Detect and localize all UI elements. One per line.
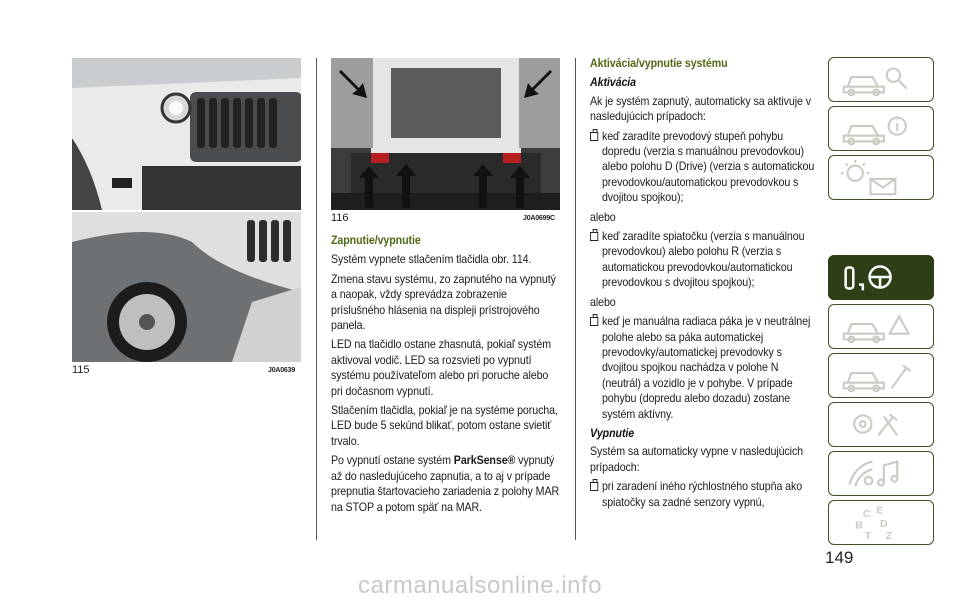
list-item <box>590 129 820 206</box>
chapter-tab-car-info[interactable] <box>828 106 934 151</box>
car-warning-icon <box>829 305 933 348</box>
list-item-text: keď zaradíte spiatočku (verzia s manuálnou prevodovkou) alebo polohu R (verzia s automatickou prevodovkou/automatickou prevodovkou s dvojitou spojkou); <box>601 230 805 290</box>
paragraph: Zmena stavu systému, zo zapnutého na vypnutý a naopak, vždy sprevádza zobrazenie príslušného hlásenia na displeji prístrojového panela. <box>331 272 556 333</box>
figure-115-photo-top <box>72 58 301 210</box>
bullet-icon <box>590 232 598 241</box>
page-number: 149 <box>825 548 854 567</box>
bullet-icon <box>590 132 598 141</box>
chapter-tab-car-warning[interactable] <box>828 304 934 349</box>
chapter-tab-signal-music[interactable] <box>828 451 934 496</box>
figure-caption-code: J0A0639 <box>268 367 296 374</box>
svg-text:D: D <box>880 517 888 530</box>
paragraph: Systém vypnete stlačením tlačidla obr. 114. <box>331 253 532 267</box>
brand-name: ParkSense® <box>453 454 516 468</box>
figure-caption-number: 115 <box>72 364 90 376</box>
car-magnifier-icon <box>829 58 933 101</box>
section-heading: Aktivácia/vypnutie systému <box>590 57 728 70</box>
svg-text:E: E <box>876 504 884 517</box>
chapter-tab-alphabet-index[interactable] <box>828 500 934 545</box>
chapter-tab-car-wrench[interactable] <box>828 353 934 398</box>
svg-text:C: C <box>862 508 871 521</box>
chapter-tab-car-magnifier[interactable] <box>828 57 934 102</box>
list-item-text: keď zaradíte prevodový stupeň pohybu dopredu (verzia s manuálnou prevodovkou) alebo polohu D (Drive) (verzia s automatickou prevodovkou/automatickou prevodovkou s dvojitou spojkou); <box>601 129 815 205</box>
steering-wheel-key-icon <box>829 256 933 299</box>
subheading-deactivation: Vypnutie <box>590 426 635 440</box>
column-3-text <box>590 56 820 514</box>
column-2-text <box>331 233 561 519</box>
watermark: carmanualsonline.info <box>358 572 602 599</box>
figure-115-photo-bottom <box>72 212 301 362</box>
list-item-text: pri zaradení iného rýchlostného stupňa ako spiatočky sa zadné senzory vypnú, <box>601 480 803 509</box>
paragraph: Ak je systém zapnutý, automaticky sa aktivuje v nasledujúcich prípadoch: <box>590 94 811 124</box>
alphabet-index-icon <box>829 501 933 544</box>
chapter-tab-light-envelope[interactable] <box>828 155 934 200</box>
list-item-text: keď je manuálna radiaca páka je v neutrálnej polohe alebo sa páka automatickej prevodovky/automatickej prevodovky s dvojitou spojkou nachádza v polohe N (neutrál) a vozidlo je v pohybe. V prípade pohybu (dopredu alebo dozadu) zostane systém aktívny. <box>601 315 811 421</box>
svg-text:Z: Z <box>885 530 893 543</box>
column-divider <box>575 58 576 540</box>
paragraph: alebo <box>590 295 616 309</box>
paragraph: Stlačením tlačidla, pokiaľ je na systéme porucha, LED bude 5 sekúnd blikať, potom ostane svietiť trvalo. <box>331 404 558 448</box>
list-item <box>590 479 820 510</box>
chapter-tab-tools-gear[interactable] <box>828 402 934 447</box>
bullet-icon <box>590 317 598 326</box>
paragraph <box>331 453 561 515</box>
tools-gear-icon <box>829 403 933 446</box>
column-divider <box>316 58 317 540</box>
list-item <box>590 229 820 291</box>
svg-text:T: T <box>864 530 872 543</box>
signal-music-icon <box>829 452 933 495</box>
paragraph: Systém sa automaticky vypne v nasledujúcich prípadoch: <box>590 445 804 474</box>
bullet-icon <box>590 482 598 491</box>
car-info-icon <box>829 107 933 150</box>
section-heading: Zapnutie/vypnutie <box>331 234 421 247</box>
chapter-tab-steering-wheel[interactable] <box>828 255 934 300</box>
list-item <box>590 314 820 422</box>
car-wrench-icon <box>829 354 933 397</box>
paragraph: LED na tlačidlo ostane zhasnutá, pokiaľ systém aktivoval vodič. LED sa rozsvieti po vypnutí systému používateľom alebo pri poruche alebo pri dočasnom vypnutí. <box>331 338 552 398</box>
paragraph: alebo <box>590 210 616 224</box>
subheading-activation: Aktivácia <box>590 76 637 90</box>
figure-caption-code: J0A0699C <box>523 215 555 222</box>
text-run: vypnutý až do nasledujúceho zapnutia, a to aj v prípade prepnutia štartovacieho zariadenia z polohy MAR na STOP a potom späť na MAR. <box>331 454 560 514</box>
svg-text:B: B <box>855 519 863 532</box>
figure-116-photo <box>331 58 560 210</box>
text-run: Po vypnutí ostane systém <box>331 454 454 468</box>
light-envelope-icon <box>829 156 933 199</box>
figure-caption-number: 116 <box>331 212 349 224</box>
